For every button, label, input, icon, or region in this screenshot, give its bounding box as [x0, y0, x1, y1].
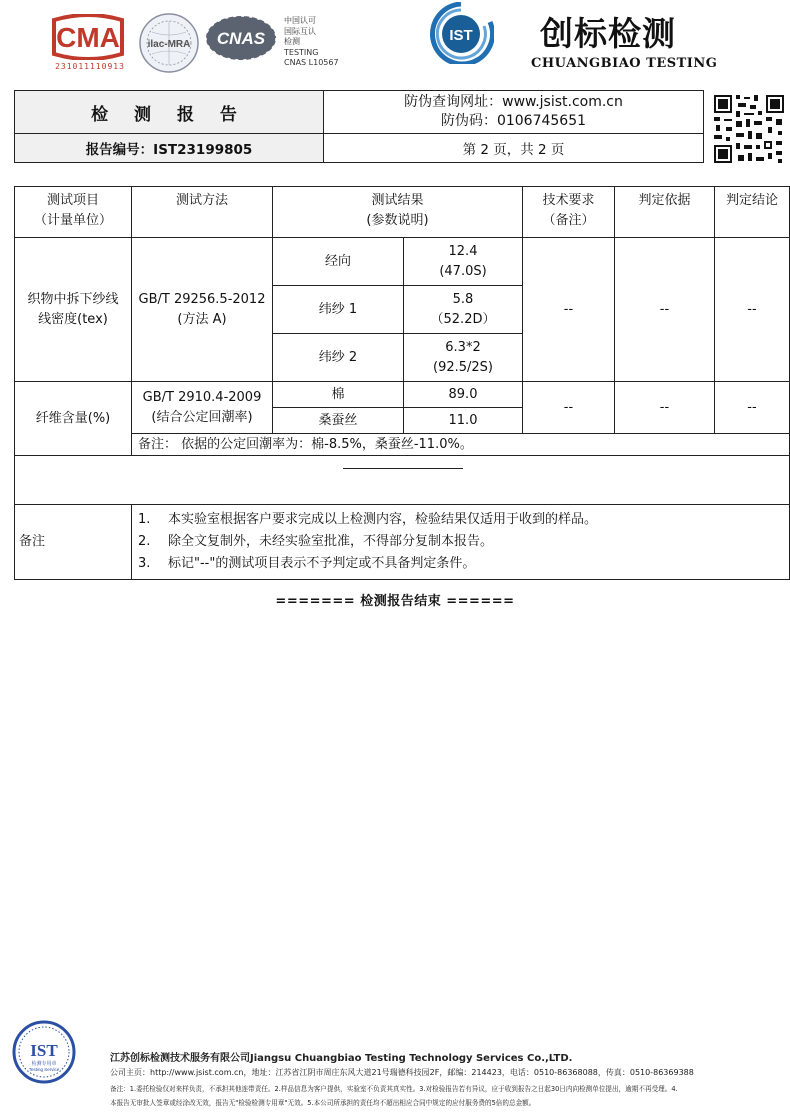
report-header-table: [14, 90, 704, 163]
ilac-mra-logo: [138, 12, 200, 74]
value-cell: 12.4 (47.0S): [404, 238, 523, 286]
ist-logo: [428, 2, 494, 64]
brand-name-en: CHUANGBIAO TESTING: [531, 56, 718, 71]
conclusion-cell: --: [715, 382, 790, 434]
qr-code-icon[interactable]: [712, 93, 786, 165]
col-header-method: 测试方法: [132, 187, 273, 238]
value-cell: 5.8 （52.2D）: [404, 286, 523, 334]
anti-fake-code: 防伪码：0106745651: [440, 113, 587, 129]
seal-text: IST: [30, 1041, 58, 1060]
col-header-result: 测试结果 (参数说明): [273, 187, 523, 238]
end-divider-line: [343, 468, 463, 469]
footer-note-2: 本报告无审批人签章或经涂改无效，报告无"检验检测专用章"无效。5.本公司所承担的责任均不超出相应合同中规定的应付服务费的5倍的总金额。: [110, 1099, 536, 1107]
table-header-row: [15, 187, 790, 238]
footer-company: 江苏创标检测技术服务有限公司Jiangsu Chuangbiao Testing Technology Services Co.,LTD.: [110, 1053, 573, 1064]
method-gbt-2910: GB/T 2910.4-2009 (结合公定回潮率): [132, 382, 273, 434]
report-title: 检 测 报 告: [15, 91, 324, 134]
ilac-mra-text: ilac-MRA: [147, 39, 191, 50]
requirement-cell: --: [523, 238, 615, 382]
param-cell: 纬纱 2: [273, 334, 404, 382]
cnas-caption: 中国认可 国际互认 检测 TESTING CNAS L10567: [284, 16, 339, 67]
value-cell: 89.0: [404, 382, 523, 408]
basis-cell: --: [615, 238, 715, 382]
remark-item: 1. 本实验室根据客户要求完成以上检测内容，检验结果仅适用于收到的样品。: [138, 512, 598, 527]
remark-item: 2. 除全文复制外，未经实验室批准，不得部分复制本报告。: [138, 534, 494, 549]
seal-en: Testing Service: [28, 1067, 60, 1072]
anti-fake-url[interactable]: 防伪查询网址：www.jsist.com.cn: [404, 94, 623, 110]
report-number: 报告编号：IST23199805: [15, 134, 324, 163]
moisture-regain-note: 备注： 依据的公定回潮率为：棉-8.5%，桑蚕丝-11.0%。: [132, 434, 790, 456]
value-cell: 6.3*2 (92.5/2S): [404, 334, 523, 382]
footer-note-1: 备注：1.委托检验仅对来样负责，不承担其他连带责任。2.样品信息为客户提供，实验室不负责其真实性。3.对检验报告若有异议，应于收到报告之日起30日内向检测单位提出，逾期不再受理。4.: [110, 1085, 678, 1093]
col-header-requirement: 技术要求 （备注）: [523, 187, 615, 238]
anti-fake-info: [324, 91, 704, 134]
remarks-list: [132, 505, 790, 580]
param-cell: 纬纱 1: [273, 286, 404, 334]
method-gbt-29256: GB/T 29256.5-2012 (方法 A): [132, 238, 273, 382]
item-fiber-content: 纤维含量(%): [15, 382, 132, 456]
remark-item: 3. 标记"--"的测试项目表示不予判定或不具备判定条件。: [138, 556, 476, 571]
cma-logo: [44, 14, 132, 60]
col-header-item: 测试项目 （计量单位）: [15, 187, 132, 238]
table-row: [15, 382, 790, 408]
report-end-marker: ======= 检测报告结束 ======: [275, 594, 515, 609]
ist-logo-text: IST: [449, 27, 473, 44]
footer-address: 公司主页：http://www.jsist.com.cn，地址：江苏省江阴市周庄东风大道21号瑞德科技园2F，邮编：214423，电话：0510-86368088，传真：0510-86369388: [110, 1068, 694, 1077]
param-cell: 棉: [273, 382, 404, 408]
remarks-label: 备注: [15, 505, 132, 580]
seal-subtext: 检测专用章: [31, 1061, 57, 1067]
cma-number: 231011110913: [55, 62, 125, 71]
param-cell: 经向: [273, 238, 404, 286]
basis-cell: --: [615, 382, 715, 434]
cnas-logo-text: CNAS: [216, 29, 266, 48]
page-info: 第 2 页，共 2 页: [324, 134, 704, 163]
param-cell: 桑蚕丝: [273, 408, 404, 434]
cnas-logo: [204, 14, 278, 62]
conclusion-cell: --: [715, 238, 790, 382]
brand-name-cn: 创标检测: [540, 14, 676, 53]
cma-logo-text: CMA: [56, 22, 120, 53]
table-row: [15, 238, 790, 286]
blank-row: [15, 456, 790, 505]
col-header-basis: 判定依据: [615, 187, 715, 238]
remarks-row: [15, 505, 790, 580]
ist-seal-icon: [12, 1020, 76, 1084]
col-header-conclusion: 判定结论: [715, 187, 790, 238]
table-row: [15, 434, 790, 456]
value-cell: 11.0: [404, 408, 523, 434]
requirement-cell: --: [523, 382, 615, 434]
results-table: [14, 186, 790, 580]
item-yarn-density: 织物中拆下纱线 线密度(tex): [15, 238, 132, 382]
